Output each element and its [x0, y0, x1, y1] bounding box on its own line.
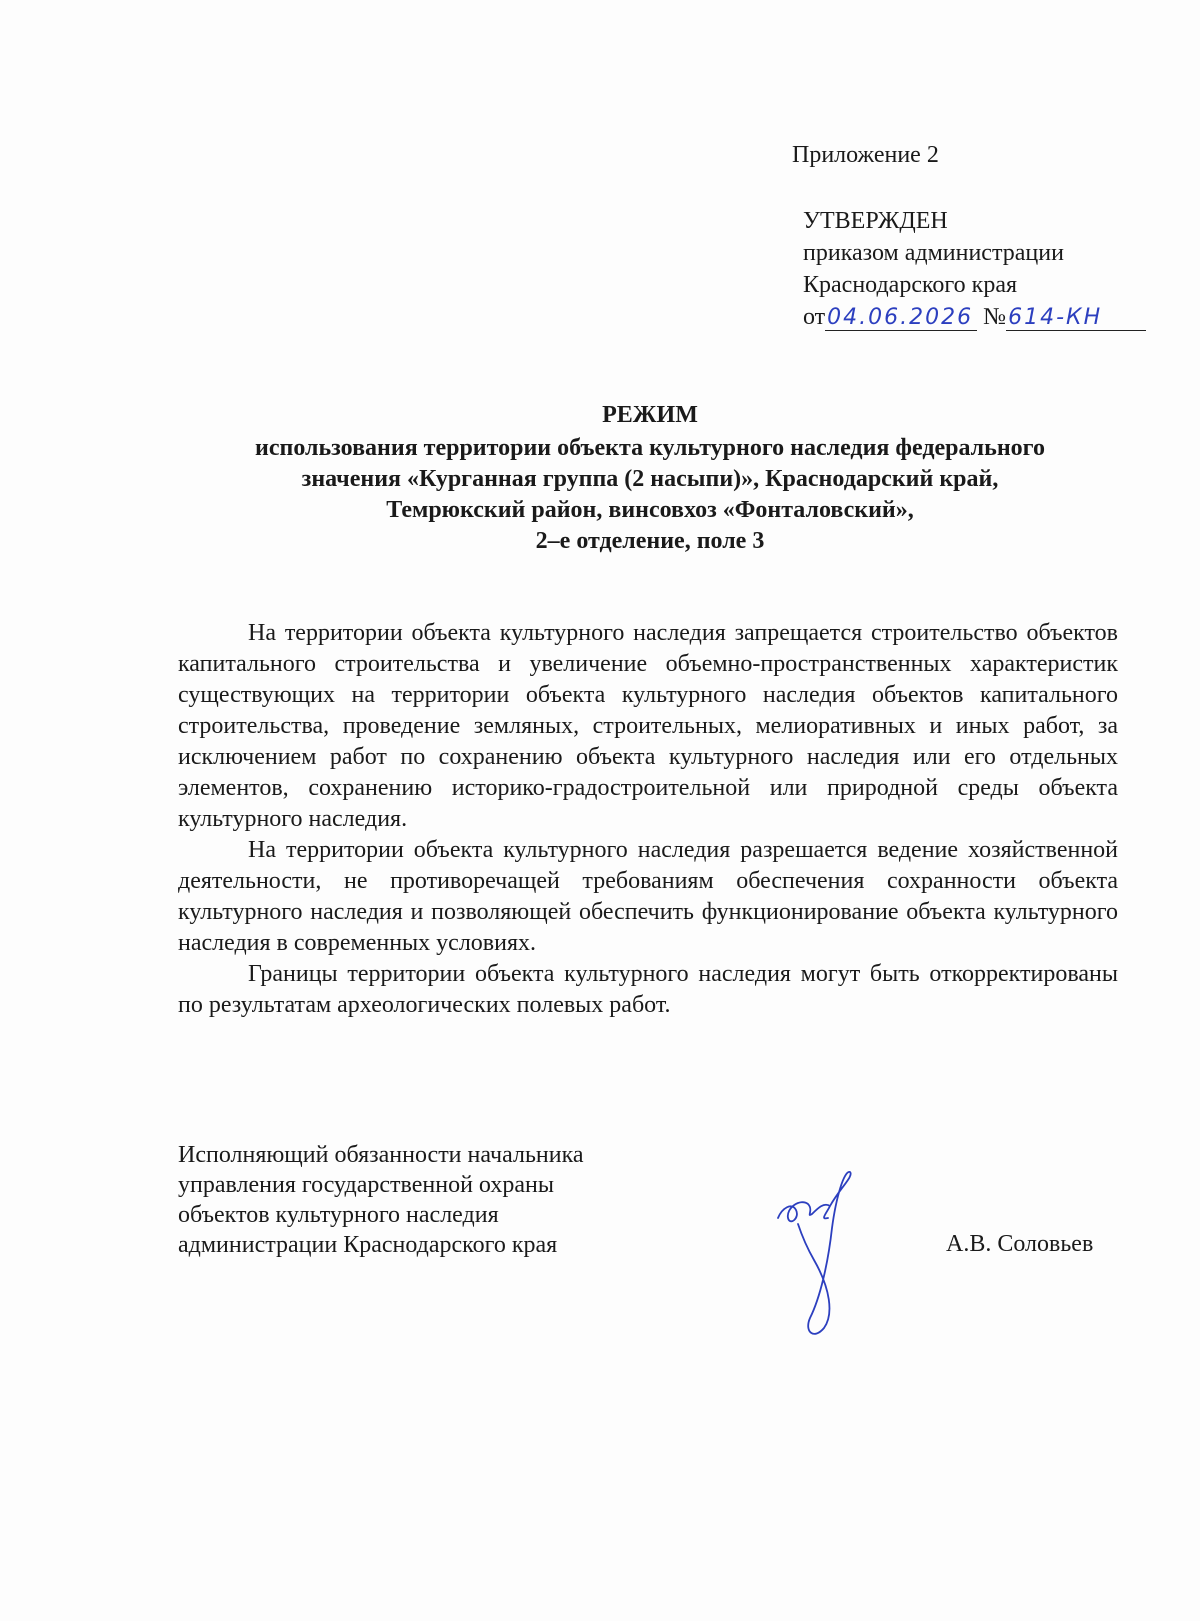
signer-position-line-1: Исполняющий обязанности начальника	[178, 1142, 584, 1168]
approval-order-line-2: Краснодарского края	[803, 272, 1018, 298]
approval-block	[803, 205, 1146, 333]
title-main: РЕЖИМ	[602, 402, 698, 428]
paragraph-boundaries: Границы территории объекта культурного наследия могут быть откорректированы по результатам археологических полевых работ.	[178, 961, 1118, 1018]
title-line-2: значения «Курганная группа (2 насыпи)», Краснодарский край,	[301, 466, 999, 492]
title-line-4: 2–е отделение, поле 3	[535, 528, 765, 554]
approval-order-line-1: приказом администрации	[803, 240, 1064, 266]
paragraph-permission: На территории объекта культурного наследия разрешается ведение хозяйственной деятельности, не противоречащей требованиям обеспечения сохранности объекта культурного наследия и позволяющей обеспечить функционирование объекта культурного наследия в современных условиях.	[178, 837, 1118, 956]
signer-name: А.В. Соловьев	[946, 1231, 1094, 1257]
document-body	[178, 618, 1118, 1021]
document-title	[160, 400, 1140, 557]
date-prefix: от	[803, 304, 826, 330]
approved-heading: УТВЕРЖДЕН	[803, 208, 948, 234]
paragraph-prohibition: На территории объекта культурного наследия запрещается строительство объектов капитального строительства и увеличение объемно-пространственных характеристик существующих на территории объекта культурного наследия объектов капитального строительства, проведение земляных, строительных, мелиоративных и иных работ, за исключением работ по сохранению объекта культурного наследия или его отдельных элементов, сохранению историко-градостроительной или природной среды объекта культурного наследия.	[178, 620, 1118, 832]
signer-position-line-4: администрации Краснодарского края	[178, 1232, 558, 1258]
handwritten-date: 04.06.2026	[825, 306, 977, 331]
signer-position-line-2: управления государственной охраны	[178, 1172, 554, 1198]
handwritten-signature	[770, 1168, 890, 1348]
signer-position	[178, 1140, 584, 1260]
title-line-1: использования территории объекта культурного наследия федерального	[255, 435, 1045, 461]
approval-date-line	[803, 301, 1146, 333]
title-line-3: Темрюкский район, винсовхоз «Фонталовский»,	[386, 497, 914, 523]
appendix-label: Приложение 2	[792, 142, 939, 168]
handwritten-order-number: 614-КН	[1006, 306, 1146, 331]
signer-position-line-3: объектов культурного наследия	[178, 1202, 499, 1228]
number-prefix: №	[983, 304, 1007, 330]
